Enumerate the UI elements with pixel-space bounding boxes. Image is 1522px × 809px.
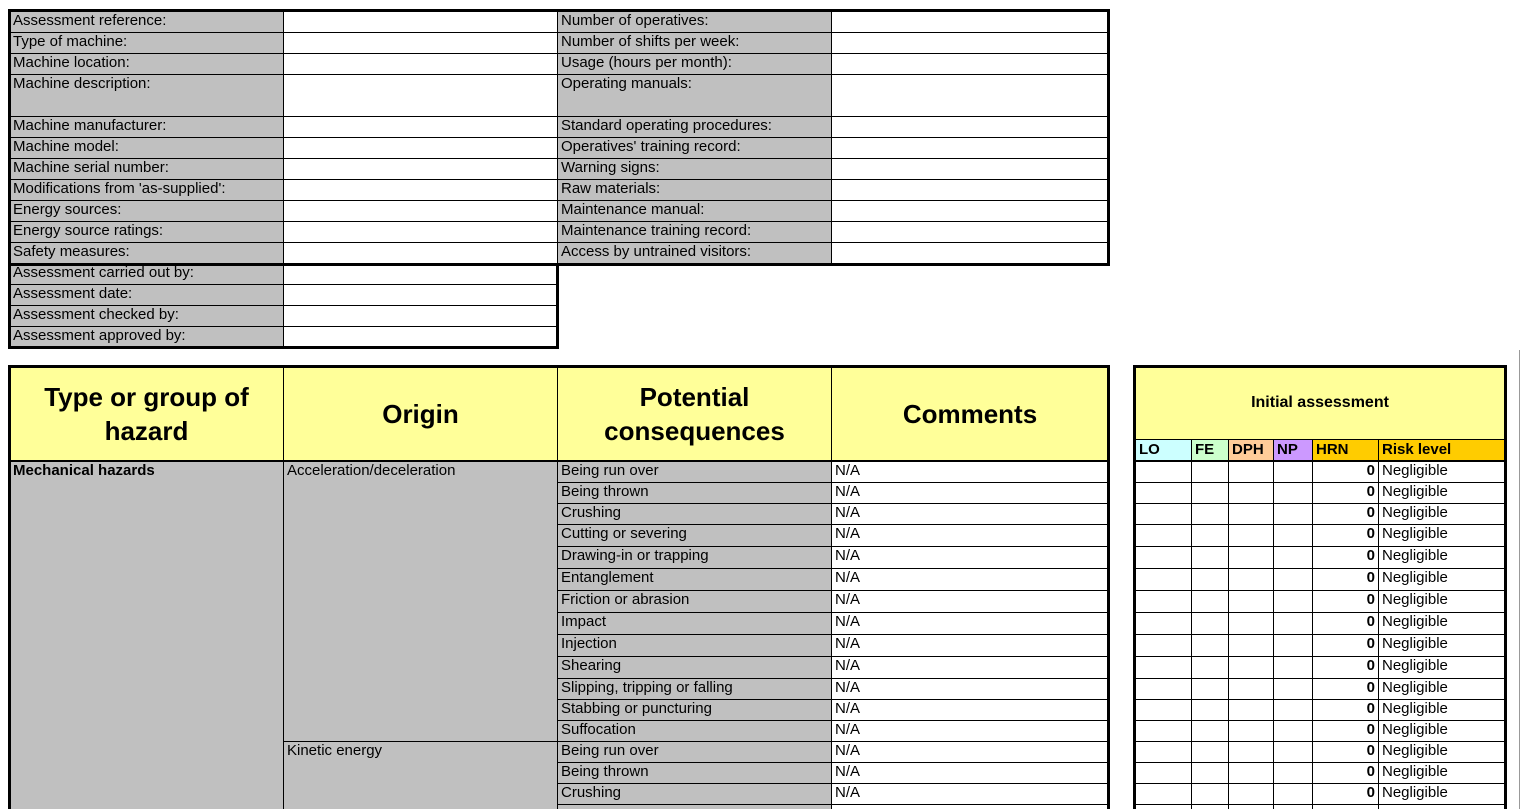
approval-label: Assessment carried out by: — [9, 263, 284, 285]
risk-level-value: Negligible — [1378, 762, 1506, 784]
comment-cell[interactable]: N/A — [831, 590, 1109, 613]
info-value-field[interactable] — [831, 11, 1109, 33]
lo-input[interactable] — [1135, 741, 1192, 763]
comment-cell[interactable]: N/A — [831, 762, 1109, 784]
info-value-field[interactable] — [283, 179, 558, 201]
header-origin: Origin — [283, 367, 558, 461]
np-input[interactable] — [1273, 741, 1313, 763]
info-label: Number of operatives: — [557, 11, 832, 33]
fe-input[interactable] — [1191, 612, 1229, 635]
hrn-value: 0 — [1312, 634, 1379, 657]
lo-input[interactable] — [1135, 804, 1192, 809]
dph-input[interactable] — [1228, 546, 1274, 569]
info-value-field[interactable] — [283, 137, 558, 159]
risk-level-value: Negligible — [1378, 720, 1506, 742]
np-input[interactable] — [1273, 762, 1313, 784]
fe-input[interactable] — [1191, 741, 1229, 763]
fe-input[interactable] — [1191, 634, 1229, 657]
risk-level-value: Negligible — [1378, 634, 1506, 657]
comment-cell[interactable]: N/A — [831, 503, 1109, 525]
hrn-value: 0 — [1312, 461, 1379, 483]
fe-input[interactable] — [1191, 590, 1229, 613]
consequence-cell: Injection — [557, 634, 832, 657]
dph-input[interactable] — [1228, 568, 1274, 591]
hrn-value: 0 — [1312, 678, 1379, 700]
info-label: Machine manufacturer: — [9, 116, 284, 138]
header-type-of-hazard: Type or group of hazard — [9, 367, 284, 461]
dph-input[interactable] — [1228, 656, 1274, 679]
approval-value-field[interactable] — [283, 326, 558, 348]
comment-cell[interactable]: N/A — [831, 634, 1109, 657]
risk-level-value: Negligible — [1378, 482, 1506, 504]
risk-level-value: Negligible — [1378, 546, 1506, 569]
info-label: Usage (hours per month): — [557, 53, 832, 75]
fe-header: FE — [1191, 439, 1229, 461]
risk-level-value: Negligible — [1378, 590, 1506, 613]
consequence-cell — [557, 804, 832, 809]
dph-input[interactable] — [1228, 720, 1274, 742]
info-label: Machine model: — [9, 137, 284, 159]
info-label: Safety measures: — [9, 242, 284, 264]
np-input[interactable] — [1273, 656, 1313, 679]
fe-input[interactable] — [1191, 461, 1229, 483]
dph-input[interactable] — [1228, 590, 1274, 613]
hrn-value: 0 — [1312, 656, 1379, 679]
header-potential-consequences: Potential consequences — [557, 367, 832, 461]
dph-input[interactable] — [1228, 678, 1274, 700]
np-input[interactable] — [1273, 783, 1313, 805]
risk-level-value: Negligible — [1378, 461, 1506, 483]
approval-label: Assessment checked by: — [9, 305, 284, 327]
info-value-field[interactable] — [283, 242, 558, 264]
comment-cell[interactable]: N/A — [831, 482, 1109, 504]
lo-input[interactable] — [1135, 612, 1192, 635]
dph-input[interactable] — [1228, 461, 1274, 483]
dph-input[interactable] — [1228, 503, 1274, 525]
info-label: Operating manuals: — [557, 74, 832, 117]
np-input[interactable] — [1273, 568, 1313, 591]
risk-level-value: Negligible — [1378, 699, 1506, 721]
approval-label: Assessment approved by: — [9, 326, 284, 348]
info-label: Access by untrained visitors: — [557, 242, 832, 264]
info-label: Operatives' training record: — [557, 137, 832, 159]
approval-value-field[interactable] — [283, 263, 558, 285]
info-label: Type of machine: — [9, 32, 284, 54]
np-input[interactable] — [1273, 804, 1313, 809]
dph-input[interactable] — [1228, 634, 1274, 657]
header-comments: Comments — [831, 367, 1109, 461]
info-value-field[interactable] — [831, 242, 1109, 264]
info-label: Machine location: — [9, 53, 284, 75]
dph-input[interactable] — [1228, 612, 1274, 635]
hrn-value: 0 — [1312, 503, 1379, 525]
comment-cell[interactable]: N/A — [831, 741, 1109, 763]
page-edge-line — [1519, 350, 1520, 809]
info-label: Machine description: — [9, 74, 284, 117]
consequence-cell: Drawing-in or trapping — [557, 546, 832, 569]
lo-input[interactable] — [1135, 524, 1192, 547]
hrn-value: 0 — [1312, 546, 1379, 569]
info-label: Standard operating procedures: — [557, 116, 832, 138]
info-value-field[interactable] — [283, 221, 558, 243]
risk-level-value: Negligible — [1378, 656, 1506, 679]
hrn-value: 0 — [1312, 699, 1379, 721]
consequence-cell: Being thrown — [557, 762, 832, 784]
consequence-cell: Stabbing or puncturing — [557, 699, 832, 721]
comment-cell[interactable]: N/A — [831, 524, 1109, 547]
comment-cell[interactable]: N/A — [831, 568, 1109, 591]
info-value-field[interactable] — [831, 179, 1109, 201]
hrn-value — [1312, 804, 1379, 809]
hrn-value: 0 — [1312, 741, 1379, 763]
consequence-cell: Entanglement — [557, 568, 832, 591]
dph-input[interactable] — [1228, 804, 1274, 809]
info-value-field[interactable] — [831, 200, 1109, 222]
consequence-cell: Suffocation — [557, 720, 832, 742]
risk-level-header: Risk level — [1378, 439, 1506, 461]
hrn-value: 0 — [1312, 568, 1379, 591]
info-label: Warning signs: — [557, 158, 832, 180]
dph-input[interactable] — [1228, 783, 1274, 805]
consequence-cell: Being thrown — [557, 482, 832, 504]
dph-input[interactable] — [1228, 699, 1274, 721]
comment-cell[interactable]: N/A — [831, 678, 1109, 700]
lo-input[interactable] — [1135, 482, 1192, 504]
dph-header: DPH — [1228, 439, 1274, 461]
np-input[interactable] — [1273, 524, 1313, 547]
fe-input[interactable] — [1191, 546, 1229, 569]
fe-input[interactable] — [1191, 568, 1229, 591]
info-value-field[interactable] — [283, 53, 558, 75]
info-value-field[interactable] — [831, 116, 1109, 138]
consequence-cell: Crushing — [557, 783, 832, 805]
comment-cell[interactable]: N/A — [831, 656, 1109, 679]
np-input[interactable] — [1273, 699, 1313, 721]
consequence-cell: Cutting or severing — [557, 524, 832, 547]
risk-level-value: Negligible — [1378, 503, 1506, 525]
comment-cell[interactable]: N/A — [831, 783, 1109, 805]
comment-cell[interactable]: N/A — [831, 546, 1109, 569]
consequence-cell: Slipping, tripping or falling — [557, 678, 832, 700]
risk-level-value: Negligible — [1378, 741, 1506, 763]
lo-input[interactable] — [1135, 461, 1192, 483]
consequence-cell: Shearing — [557, 656, 832, 679]
consequence-cell: Impact — [557, 612, 832, 635]
info-value-field[interactable] — [831, 74, 1109, 117]
fe-input[interactable] — [1191, 656, 1229, 679]
lo-input[interactable] — [1135, 699, 1192, 721]
np-input[interactable] — [1273, 720, 1313, 742]
consequence-cell: Crushing — [557, 503, 832, 525]
info-label: Maintenance training record: — [557, 221, 832, 243]
np-input[interactable] — [1273, 546, 1313, 569]
fe-input[interactable] — [1191, 699, 1229, 721]
info-label: Machine serial number: — [9, 158, 284, 180]
info-value-field[interactable] — [283, 32, 558, 54]
info-label: Number of shifts per week: — [557, 32, 832, 54]
hrn-value: 0 — [1312, 762, 1379, 784]
fe-input[interactable] — [1191, 482, 1229, 504]
hrn-value: 0 — [1312, 482, 1379, 504]
dph-input[interactable] — [1228, 762, 1274, 784]
info-label: Modifications from 'as-supplied': — [9, 179, 284, 201]
fe-input[interactable] — [1191, 503, 1229, 525]
comment-cell[interactable]: N/A — [831, 699, 1109, 721]
lo-input[interactable] — [1135, 656, 1192, 679]
info-value-field[interactable] — [831, 32, 1109, 54]
hrn-value: 0 — [1312, 720, 1379, 742]
info-label: Raw materials: — [557, 179, 832, 201]
initial-assessment-title: Initial assessment — [1135, 367, 1505, 439]
risk-level-value — [1378, 804, 1506, 809]
lo-input[interactable] — [1135, 590, 1192, 613]
hrn-value: 0 — [1312, 590, 1379, 613]
fe-input[interactable] — [1191, 762, 1229, 784]
info-label: Energy source ratings: — [9, 221, 284, 243]
np-input[interactable] — [1273, 612, 1313, 635]
comment-cell[interactable]: N/A — [831, 720, 1109, 742]
info-value-field[interactable] — [283, 116, 558, 138]
approval-value-field[interactable] — [283, 284, 558, 306]
comment-cell[interactable]: N/A — [831, 461, 1109, 483]
lo-input[interactable] — [1135, 720, 1192, 742]
np-input[interactable] — [1273, 590, 1313, 613]
dph-input[interactable] — [1228, 741, 1274, 763]
consequence-cell: Being run over — [557, 741, 832, 763]
hrn-value: 0 — [1312, 783, 1379, 805]
consequence-cell: Friction or abrasion — [557, 590, 832, 613]
fe-input[interactable] — [1191, 524, 1229, 547]
info-value-field[interactable] — [283, 74, 558, 117]
hazard-group-cell: Mechanical hazards — [9, 461, 284, 809]
np-input[interactable] — [1273, 634, 1313, 657]
info-value-field[interactable] — [831, 137, 1109, 159]
lo-input[interactable] — [1135, 762, 1192, 784]
info-value-field[interactable] — [831, 53, 1109, 75]
lo-input[interactable] — [1135, 634, 1192, 657]
np-input[interactable] — [1273, 461, 1313, 483]
lo-input[interactable] — [1135, 568, 1192, 591]
lo-input[interactable] — [1135, 783, 1192, 805]
dph-input[interactable] — [1228, 482, 1274, 504]
hrn-value: 0 — [1312, 524, 1379, 547]
np-input[interactable] — [1273, 503, 1313, 525]
lo-input[interactable] — [1135, 546, 1192, 569]
hrn-value: 0 — [1312, 612, 1379, 635]
lo-header: LO — [1135, 439, 1192, 461]
risk-level-value: Negligible — [1378, 568, 1506, 591]
lo-input[interactable] — [1135, 678, 1192, 700]
info-value-field[interactable] — [283, 200, 558, 222]
risk-level-value: Negligible — [1378, 612, 1506, 635]
lo-input[interactable] — [1135, 503, 1192, 525]
comment-cell[interactable] — [831, 804, 1109, 809]
comment-cell[interactable]: N/A — [831, 612, 1109, 635]
risk-level-value: Negligible — [1378, 678, 1506, 700]
info-value-field[interactable] — [831, 158, 1109, 180]
np-input[interactable] — [1273, 482, 1313, 504]
info-label: Energy sources: — [9, 200, 284, 222]
fe-input[interactable] — [1191, 720, 1229, 742]
approval-label: Assessment date: — [9, 284, 284, 306]
np-input[interactable] — [1273, 678, 1313, 700]
dph-input[interactable] — [1228, 524, 1274, 547]
risk-level-value: Negligible — [1378, 783, 1506, 805]
approval-value-field[interactable] — [283, 305, 558, 327]
fe-input[interactable] — [1191, 678, 1229, 700]
risk-level-value: Negligible — [1378, 524, 1506, 547]
hrn-header: HRN — [1312, 439, 1379, 461]
info-value-field[interactable] — [831, 221, 1109, 243]
fe-input[interactable] — [1191, 804, 1229, 809]
consequence-cell: Being run over — [557, 461, 832, 483]
info-label: Maintenance manual: — [557, 200, 832, 222]
origin-cell: Acceleration/deceleration — [283, 461, 558, 742]
origin-cell: Kinetic energy — [283, 741, 558, 809]
info-value-field[interactable] — [283, 158, 558, 180]
fe-input[interactable] — [1191, 783, 1229, 805]
info-value-field[interactable] — [283, 11, 558, 33]
np-header: NP — [1273, 439, 1313, 461]
info-label: Assessment reference: — [9, 11, 284, 33]
